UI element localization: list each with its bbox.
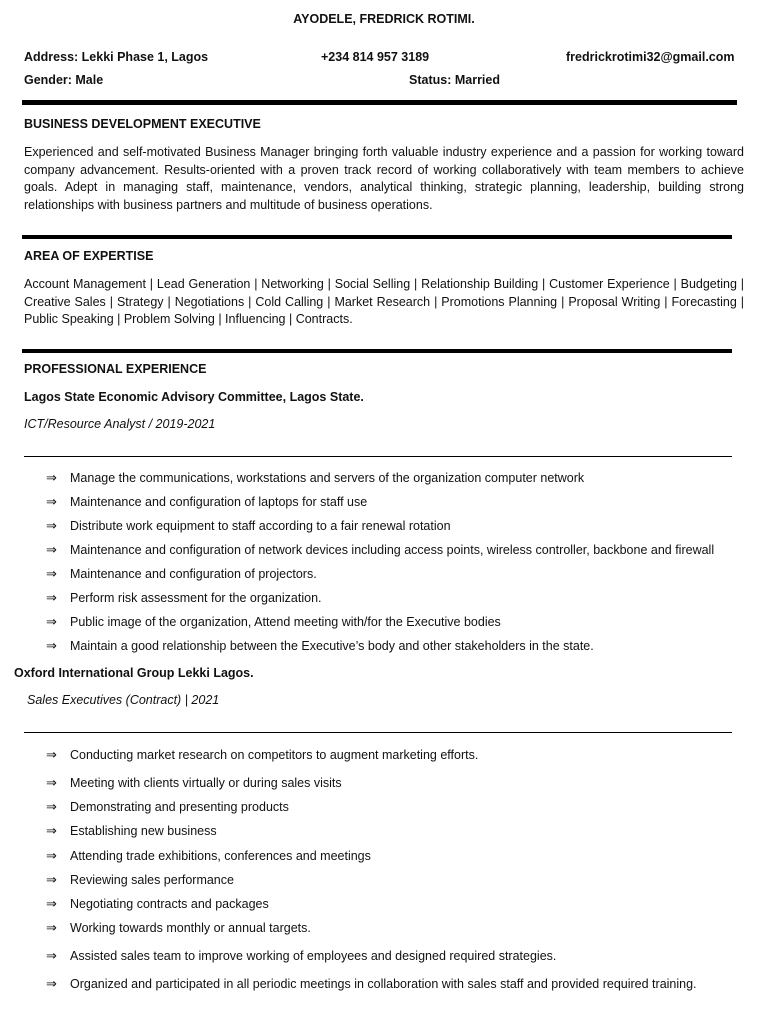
duty-item bbox=[46, 920, 311, 936]
job-role: ICT/Resource Analyst / 2019-2021 bbox=[24, 417, 216, 431]
double-arrow-right-icon: ⇒ bbox=[46, 920, 57, 935]
summary-text: Experienced and self-motivated Business Manager bringing forth valuable industry experience and a passion for working toward company advancement. Results-oriented with a proven track record of working collaboratively with team members to achieve goals. Adept in managing staff, maintenance, vendors, analytical thinking, strategic planning, leadership, building strong relationships with business partners and multitude of business operations. bbox=[24, 145, 744, 212]
double-arrow-right-icon: ⇒ bbox=[46, 976, 57, 991]
double-arrow-right-icon: ⇒ bbox=[46, 747, 57, 762]
job-company: Oxford International Group Lekki Lagos. bbox=[14, 666, 254, 680]
duty-text: Organized and participated in all periodic meetings in collaboration with sales staff and provided required training. bbox=[70, 977, 697, 991]
double-arrow-right-icon: ⇒ bbox=[46, 518, 57, 533]
double-arrow-right-icon: ⇒ bbox=[46, 799, 57, 814]
duty-item bbox=[46, 614, 501, 630]
job-role: Sales Executives (Contract) | 2021 bbox=[27, 693, 220, 707]
header-divider bbox=[22, 100, 737, 105]
duty-item bbox=[46, 590, 322, 606]
duty-item bbox=[46, 872, 234, 888]
double-arrow-right-icon: ⇒ bbox=[46, 566, 57, 581]
expertise-heading: AREA OF EXPERTISE bbox=[24, 249, 154, 263]
experience-heading: PROFESSIONAL EXPERIENCE bbox=[24, 362, 207, 376]
duty-item bbox=[46, 948, 556, 964]
double-arrow-right-icon: ⇒ bbox=[46, 948, 57, 963]
duty-text: Attending trade exhibitions, conferences and meetings bbox=[70, 849, 371, 863]
double-arrow-right-icon: ⇒ bbox=[46, 494, 57, 509]
duty-item bbox=[46, 542, 714, 558]
duty-text: Public image of the organization, Attend meeting with/for the Executive bodies bbox=[70, 615, 501, 629]
duty-text: Reviewing sales performance bbox=[70, 873, 234, 887]
marital-status: Status: Married bbox=[409, 73, 500, 87]
duty-item bbox=[46, 976, 697, 992]
double-arrow-right-icon: ⇒ bbox=[46, 590, 57, 605]
duty-text: Maintenance and configuration of projectors. bbox=[70, 567, 317, 581]
duty-text: Maintain a good relationship between the Executive’s body and other stakeholders in the state. bbox=[70, 639, 594, 653]
duty-item bbox=[46, 747, 478, 763]
duty-item bbox=[46, 896, 269, 912]
email-address: fredrickrotimi32@gmail.com bbox=[566, 50, 735, 64]
duty-item bbox=[46, 848, 371, 864]
expertise-text: Account Management | Lead Generation | Networking | Social Selling | Relationship Building | Customer Experience | Budgeting | Creative Sales | Strategy | Negotiations | Cold Calling | Market Research | Promotions Planning | Proposal Writing | Forecasting | Public Speaking | Problem Solving | Influencing | Contracts. bbox=[24, 277, 744, 326]
duty-item bbox=[46, 494, 367, 510]
duty-text: Manage the communications, workstations and servers of the organization computer network bbox=[70, 471, 585, 485]
duty-text: Establishing new business bbox=[70, 824, 217, 838]
duty-text: Demonstrating and presenting products bbox=[70, 800, 289, 814]
duty-item bbox=[46, 799, 289, 815]
double-arrow-right-icon: ⇒ bbox=[46, 775, 57, 790]
duty-text: Maintenance and configuration of laptops for staff use bbox=[70, 495, 368, 509]
duty-text: Negotiating contracts and packages bbox=[70, 897, 269, 911]
job-divider bbox=[24, 456, 732, 457]
address: Address: Lekki Phase 1, Lagos bbox=[24, 50, 209, 64]
job-company: Lagos State Economic Advisory Committee, Lagos State. bbox=[24, 390, 364, 404]
duty-item bbox=[46, 470, 584, 486]
double-arrow-right-icon: ⇒ bbox=[46, 848, 57, 863]
duty-item bbox=[46, 518, 451, 534]
double-arrow-right-icon: ⇒ bbox=[46, 614, 57, 629]
summary-divider bbox=[22, 235, 732, 239]
double-arrow-right-icon: ⇒ bbox=[46, 872, 57, 887]
duty-item bbox=[46, 775, 342, 791]
double-arrow-right-icon: ⇒ bbox=[46, 638, 57, 653]
duty-item bbox=[46, 566, 317, 582]
summary-heading: BUSINESS DEVELOPMENT EXECUTIVE bbox=[24, 117, 261, 131]
candidate-name: AYODELE, FREDRICK ROTIMI. bbox=[293, 12, 475, 26]
duty-text: Maintenance and configuration of network devices including access points, wireless controller, backbone and firewall bbox=[70, 543, 715, 557]
duty-text: Perform risk assessment for the organization. bbox=[70, 591, 322, 605]
job-divider bbox=[24, 732, 732, 733]
duty-text: Distribute work equipment to staff according to a fair renewal rotation bbox=[70, 519, 451, 533]
duty-text: Assisted sales team to improve working of employees and designed required strategies. bbox=[70, 949, 557, 963]
double-arrow-right-icon: ⇒ bbox=[46, 470, 57, 485]
double-arrow-right-icon: ⇒ bbox=[46, 823, 57, 838]
duty-item bbox=[46, 823, 217, 839]
duty-text: Working towards monthly or annual targets. bbox=[70, 921, 311, 935]
gender: Gender: Male bbox=[24, 73, 104, 87]
double-arrow-right-icon: ⇒ bbox=[46, 896, 57, 911]
double-arrow-right-icon: ⇒ bbox=[46, 542, 57, 557]
duty-text: Meeting with clients virtually or during sales visits bbox=[70, 776, 342, 790]
phone-number: +234 814 957 3189 bbox=[321, 50, 430, 64]
duty-text: Conducting market research on competitors to augment marketing efforts. bbox=[70, 748, 479, 762]
duty-item bbox=[46, 638, 594, 654]
expertise-divider bbox=[22, 349, 732, 353]
